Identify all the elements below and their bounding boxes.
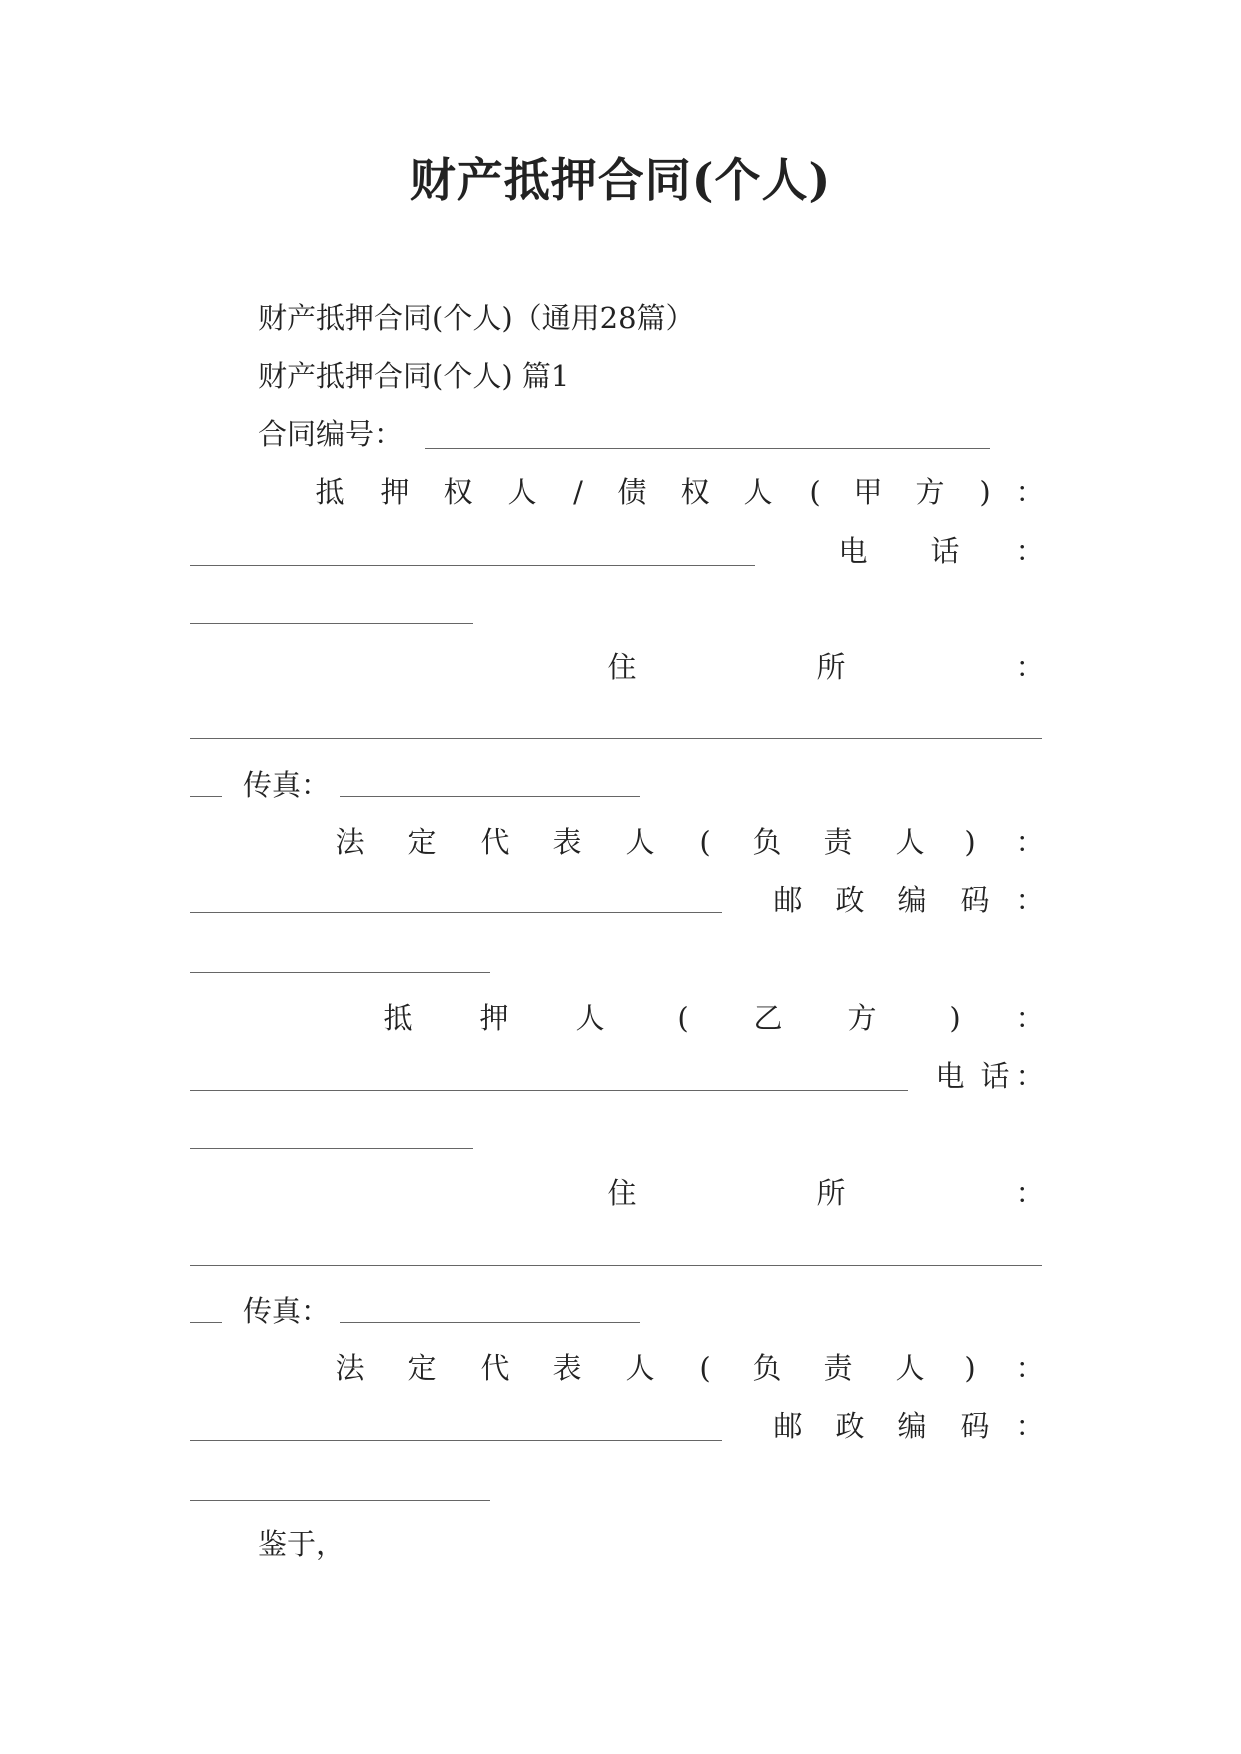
label-char: ( — [699, 1351, 711, 1385]
label-char: 码 — [960, 883, 990, 917]
label-char: 人 — [625, 825, 655, 859]
label-char: 住 — [607, 1176, 637, 1210]
label-char: 电 — [838, 534, 868, 568]
party-b-rep-label — [0, 1350, 1241, 1390]
document-subtitle: 财产抵押合同(个人)（通用28篇） — [258, 301, 695, 335]
label-char: 甲 — [853, 475, 883, 509]
label-char: ： — [1015, 825, 1045, 859]
party-b-zip-label — [0, 1408, 1241, 1448]
label-char: ： — [1015, 1176, 1045, 1210]
label-char: 人 — [743, 475, 773, 509]
label-char: 所 — [816, 1176, 846, 1210]
label-char: ： — [1015, 1409, 1045, 1443]
label-char: 所 — [816, 650, 846, 684]
label-char: 负 — [752, 1351, 782, 1385]
label-char: 权 — [443, 475, 473, 509]
label-char: 代 — [480, 825, 510, 859]
label-char: 人 — [575, 1001, 605, 1035]
label-char: 方 — [915, 475, 945, 509]
label-char: ) — [964, 825, 976, 859]
label-char: 乙 — [753, 1001, 783, 1035]
party-b-phone-blank — [190, 1148, 473, 1149]
label-char: 住 — [607, 650, 637, 684]
label-char: 邮 — [773, 883, 803, 917]
party-b-label — [0, 1000, 1241, 1040]
whereas-text: 鉴于， — [258, 1527, 346, 1561]
label-char: 编 — [897, 883, 927, 917]
party-b-address-label — [0, 1175, 1241, 1215]
label-char: 人 — [507, 475, 537, 509]
label-char: 责 — [823, 1351, 853, 1385]
label-char: 法 — [335, 1351, 365, 1385]
party-a-label — [0, 474, 1241, 514]
label-char: 编 — [897, 1409, 927, 1443]
party-b-phone-label — [0, 1058, 1241, 1098]
label-char: 表 — [552, 1351, 582, 1385]
label-char: 债 — [617, 475, 647, 509]
label-char: 人 — [895, 825, 925, 859]
label-char: 话 — [930, 534, 960, 568]
contract-number-blank — [425, 448, 990, 449]
label-char: 押 — [479, 1001, 509, 1035]
party-b-address-blank-tail — [190, 1322, 222, 1323]
label-char: 负 — [752, 825, 782, 859]
label-char: 代 — [480, 1351, 510, 1385]
label-char: 权 — [680, 475, 710, 509]
document-title: 财产抵押合同(个人) — [409, 153, 832, 207]
label-char: 定 — [407, 1351, 437, 1385]
party-a-phone-blank — [190, 623, 473, 624]
label-char: 押 — [380, 475, 410, 509]
party-a-address-label — [0, 649, 1241, 689]
section-heading: 财产抵押合同(个人) 篇1 — [258, 359, 570, 393]
label-char: ： — [1015, 1001, 1045, 1035]
label-char: / — [573, 475, 583, 509]
label-char: ： — [1015, 534, 1045, 568]
label-char: ： — [1015, 650, 1045, 684]
party-b-address-blank — [190, 1265, 1042, 1266]
contract-number-label: 合同编号： — [258, 417, 404, 451]
label-char: ( — [809, 475, 821, 509]
label-char: 邮 — [773, 1409, 803, 1443]
label-char: ： — [1015, 883, 1045, 917]
label-char: 抵 — [315, 475, 345, 509]
label-char: 法 — [335, 825, 365, 859]
label-char: 人 — [625, 1351, 655, 1385]
party-a-phone-label — [0, 533, 1241, 573]
label-char: 政 — [835, 1409, 865, 1443]
label-char: 话 — [980, 1059, 1010, 1093]
label-char: 抵 — [383, 1001, 413, 1035]
label-char: 表 — [552, 825, 582, 859]
label-char: ) — [964, 1351, 976, 1385]
label-char: ( — [677, 1001, 689, 1035]
party-b-zip-blank — [190, 1500, 490, 1501]
label-char: 人 — [895, 1351, 925, 1385]
party-a-address-blank-tail — [190, 796, 222, 797]
label-char: ： — [1015, 475, 1045, 509]
label-char: 码 — [960, 1409, 990, 1443]
party-a-rep-label — [0, 824, 1241, 864]
label-char: 电 — [935, 1059, 965, 1093]
party-a-fax-label: 传真： — [243, 768, 331, 802]
party-a-zip-label — [0, 882, 1241, 922]
label-char: 责 — [823, 825, 853, 859]
party-b-fax-label: 传真： — [243, 1294, 331, 1328]
label-char: 方 — [847, 1001, 877, 1035]
label-char: ( — [699, 825, 711, 859]
party-a-zip-blank — [190, 972, 490, 973]
label-char: ) — [979, 475, 991, 509]
label-char: 政 — [835, 883, 865, 917]
party-a-address-blank — [190, 738, 1042, 739]
label-char: ： — [1015, 1351, 1045, 1385]
party-a-fax-blank — [340, 796, 640, 797]
label-char: 定 — [407, 825, 437, 859]
party-b-fax-blank — [340, 1322, 640, 1323]
label-char: ： — [1015, 1059, 1045, 1093]
label-char: ) — [949, 1001, 961, 1035]
